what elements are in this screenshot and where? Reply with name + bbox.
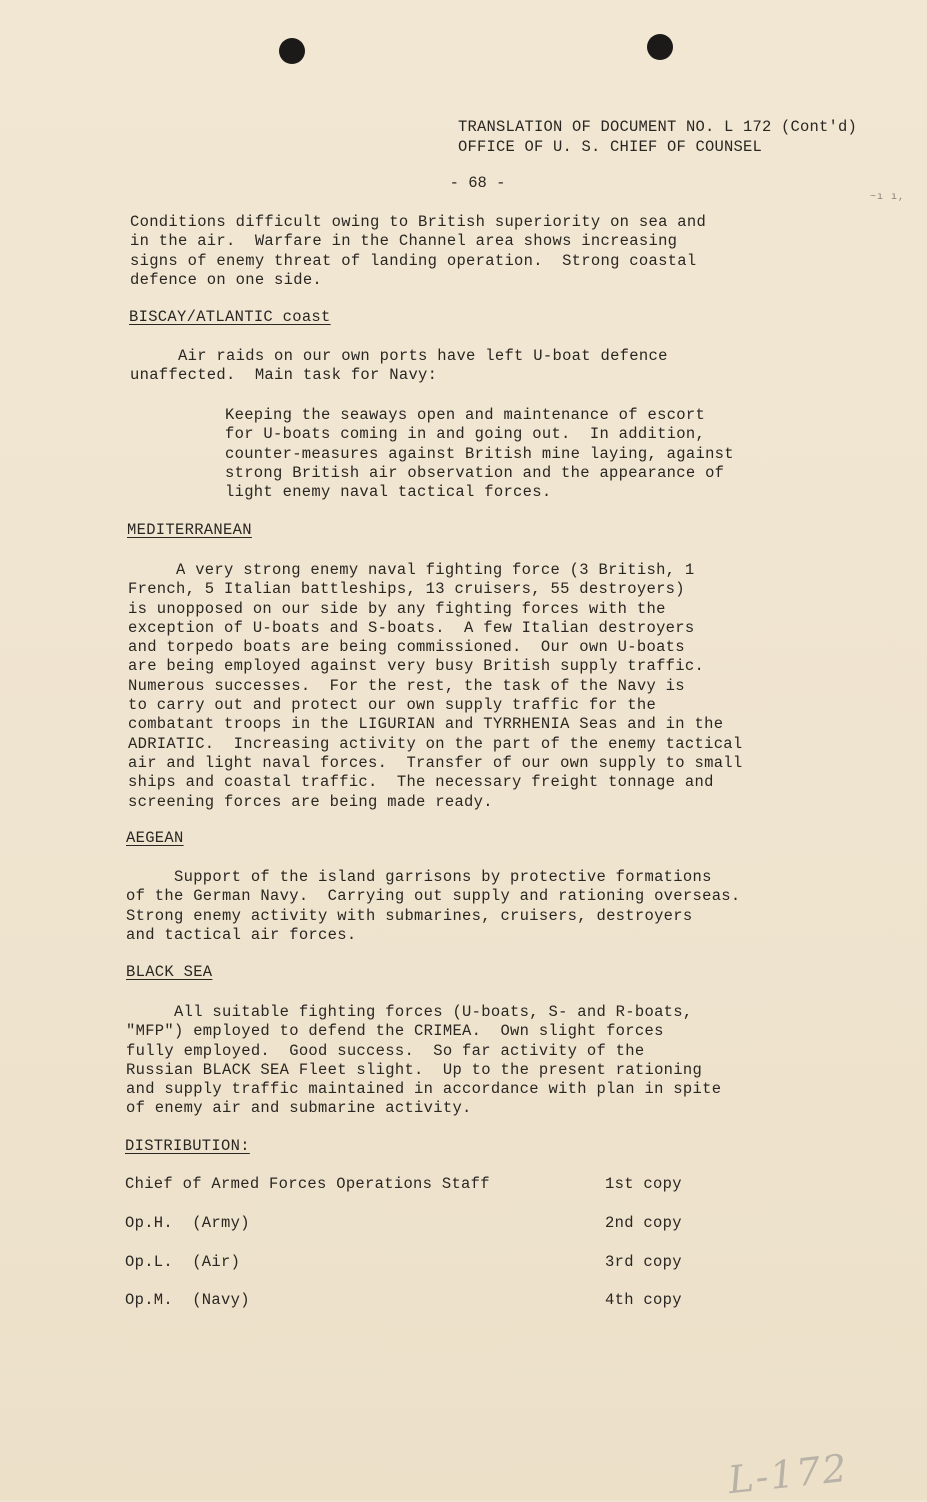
distribution-copy: 2nd copy xyxy=(605,1214,682,1232)
intro-paragraph: Conditions difficult owing to British superiority on sea and in the air. Warfare in the Channel area shows increasing signs of enemy threat of landing operation. Strong coastal defence on one side. xyxy=(130,213,707,289)
distribution-row xyxy=(125,1175,725,1195)
section-heading-mediterranean: MEDITERRANEAN xyxy=(127,521,252,539)
punch-hole-left xyxy=(279,38,305,64)
distribution-copy: 3rd copy xyxy=(605,1253,682,1271)
distribution-row xyxy=(125,1253,725,1273)
distribution-copy: 4th copy xyxy=(605,1291,682,1309)
distribution-heading: DISTRIBUTION: xyxy=(125,1137,250,1155)
distribution-recipient: Chief of Armed Forces Operations Staff xyxy=(125,1175,490,1193)
document-header xyxy=(458,117,857,157)
section-heading-biscay: BISCAY/ATLANTIC coast xyxy=(129,308,331,326)
biscay-indented-paragraph: Keeping the seaways open and maintenance of escort for U-boats coming in and going out. In addition, counter-measures against British mine laying, against strong British air observation and the appearance of light enemy naval tactical forces. xyxy=(225,406,734,502)
section-heading-black-sea: BLACK SEA xyxy=(126,963,213,981)
handwritten-document-mark: L-172 xyxy=(726,1445,851,1502)
distribution-row xyxy=(125,1214,725,1234)
distribution-recipient: Op.L. (Air) xyxy=(125,1253,241,1271)
section-heading-aegean: AEGEAN xyxy=(126,829,184,847)
distribution-row xyxy=(125,1291,725,1311)
page-number: - 68 - xyxy=(449,174,506,192)
distribution-recipient: Op.M. (Navy) xyxy=(125,1291,250,1309)
distribution-copy: 1st copy xyxy=(605,1175,682,1193)
aegean-paragraph: Support of the island garrisons by protective formations of the German Navy. Carrying out supply and rationing overseas. Strong enemy activity with submarines, cruisers, destroyers and tactical air forces. xyxy=(126,868,741,944)
header-title: TRANSLATION OF DOCUMENT NO. L 172 (Cont'd) xyxy=(458,118,858,136)
mediterranean-paragraph: A very strong enemy naval fighting force (3 British, 1 French, 5 Italian battleships, 13 cruisers, 55 destroyers) is unopposed on our side by any fighting forces with the exception of U-boats and S-boats. A few Italian destroyers and torpedo boats are being commissioned. Our own U-boats are being employed against very busy British supply traffic. Numerous successes. For the rest, the task of the Navy is to carry out and protect our own supply traffic for the combatant troops in the LIGURIAN and TYRRHENIA Seas and in the ADRIATIC. Increasing activity on the part of the enemy tactical air and light naval forces. Transfer of our own supply to small ships and coastal traffic. The necessary freight tonnage and screening forces are being made ready. xyxy=(128,561,743,811)
punch-hole-right xyxy=(647,34,673,60)
black-sea-paragraph: All suitable fighting forces (U-boats, S- and R-boats, "MFP") employed to defend the CRIMEA. Own slight forces fully employed. Good success. So far activity of the Russian BLACK SEA Fleet slight. Up to the present rationing and supply traffic maintained in accordance with plan in spite of enemy air and submarine activity. xyxy=(126,1003,722,1118)
margin-mark: ~ı ı, xyxy=(870,192,906,203)
biscay-paragraph: Air raids on our own ports have left U-boat defence unaffected. Main task for Navy: xyxy=(130,347,668,385)
header-office: OFFICE OF U. S. CHIEF OF COUNSEL xyxy=(458,138,763,156)
distribution-recipient: Op.H. (Army) xyxy=(125,1214,250,1232)
